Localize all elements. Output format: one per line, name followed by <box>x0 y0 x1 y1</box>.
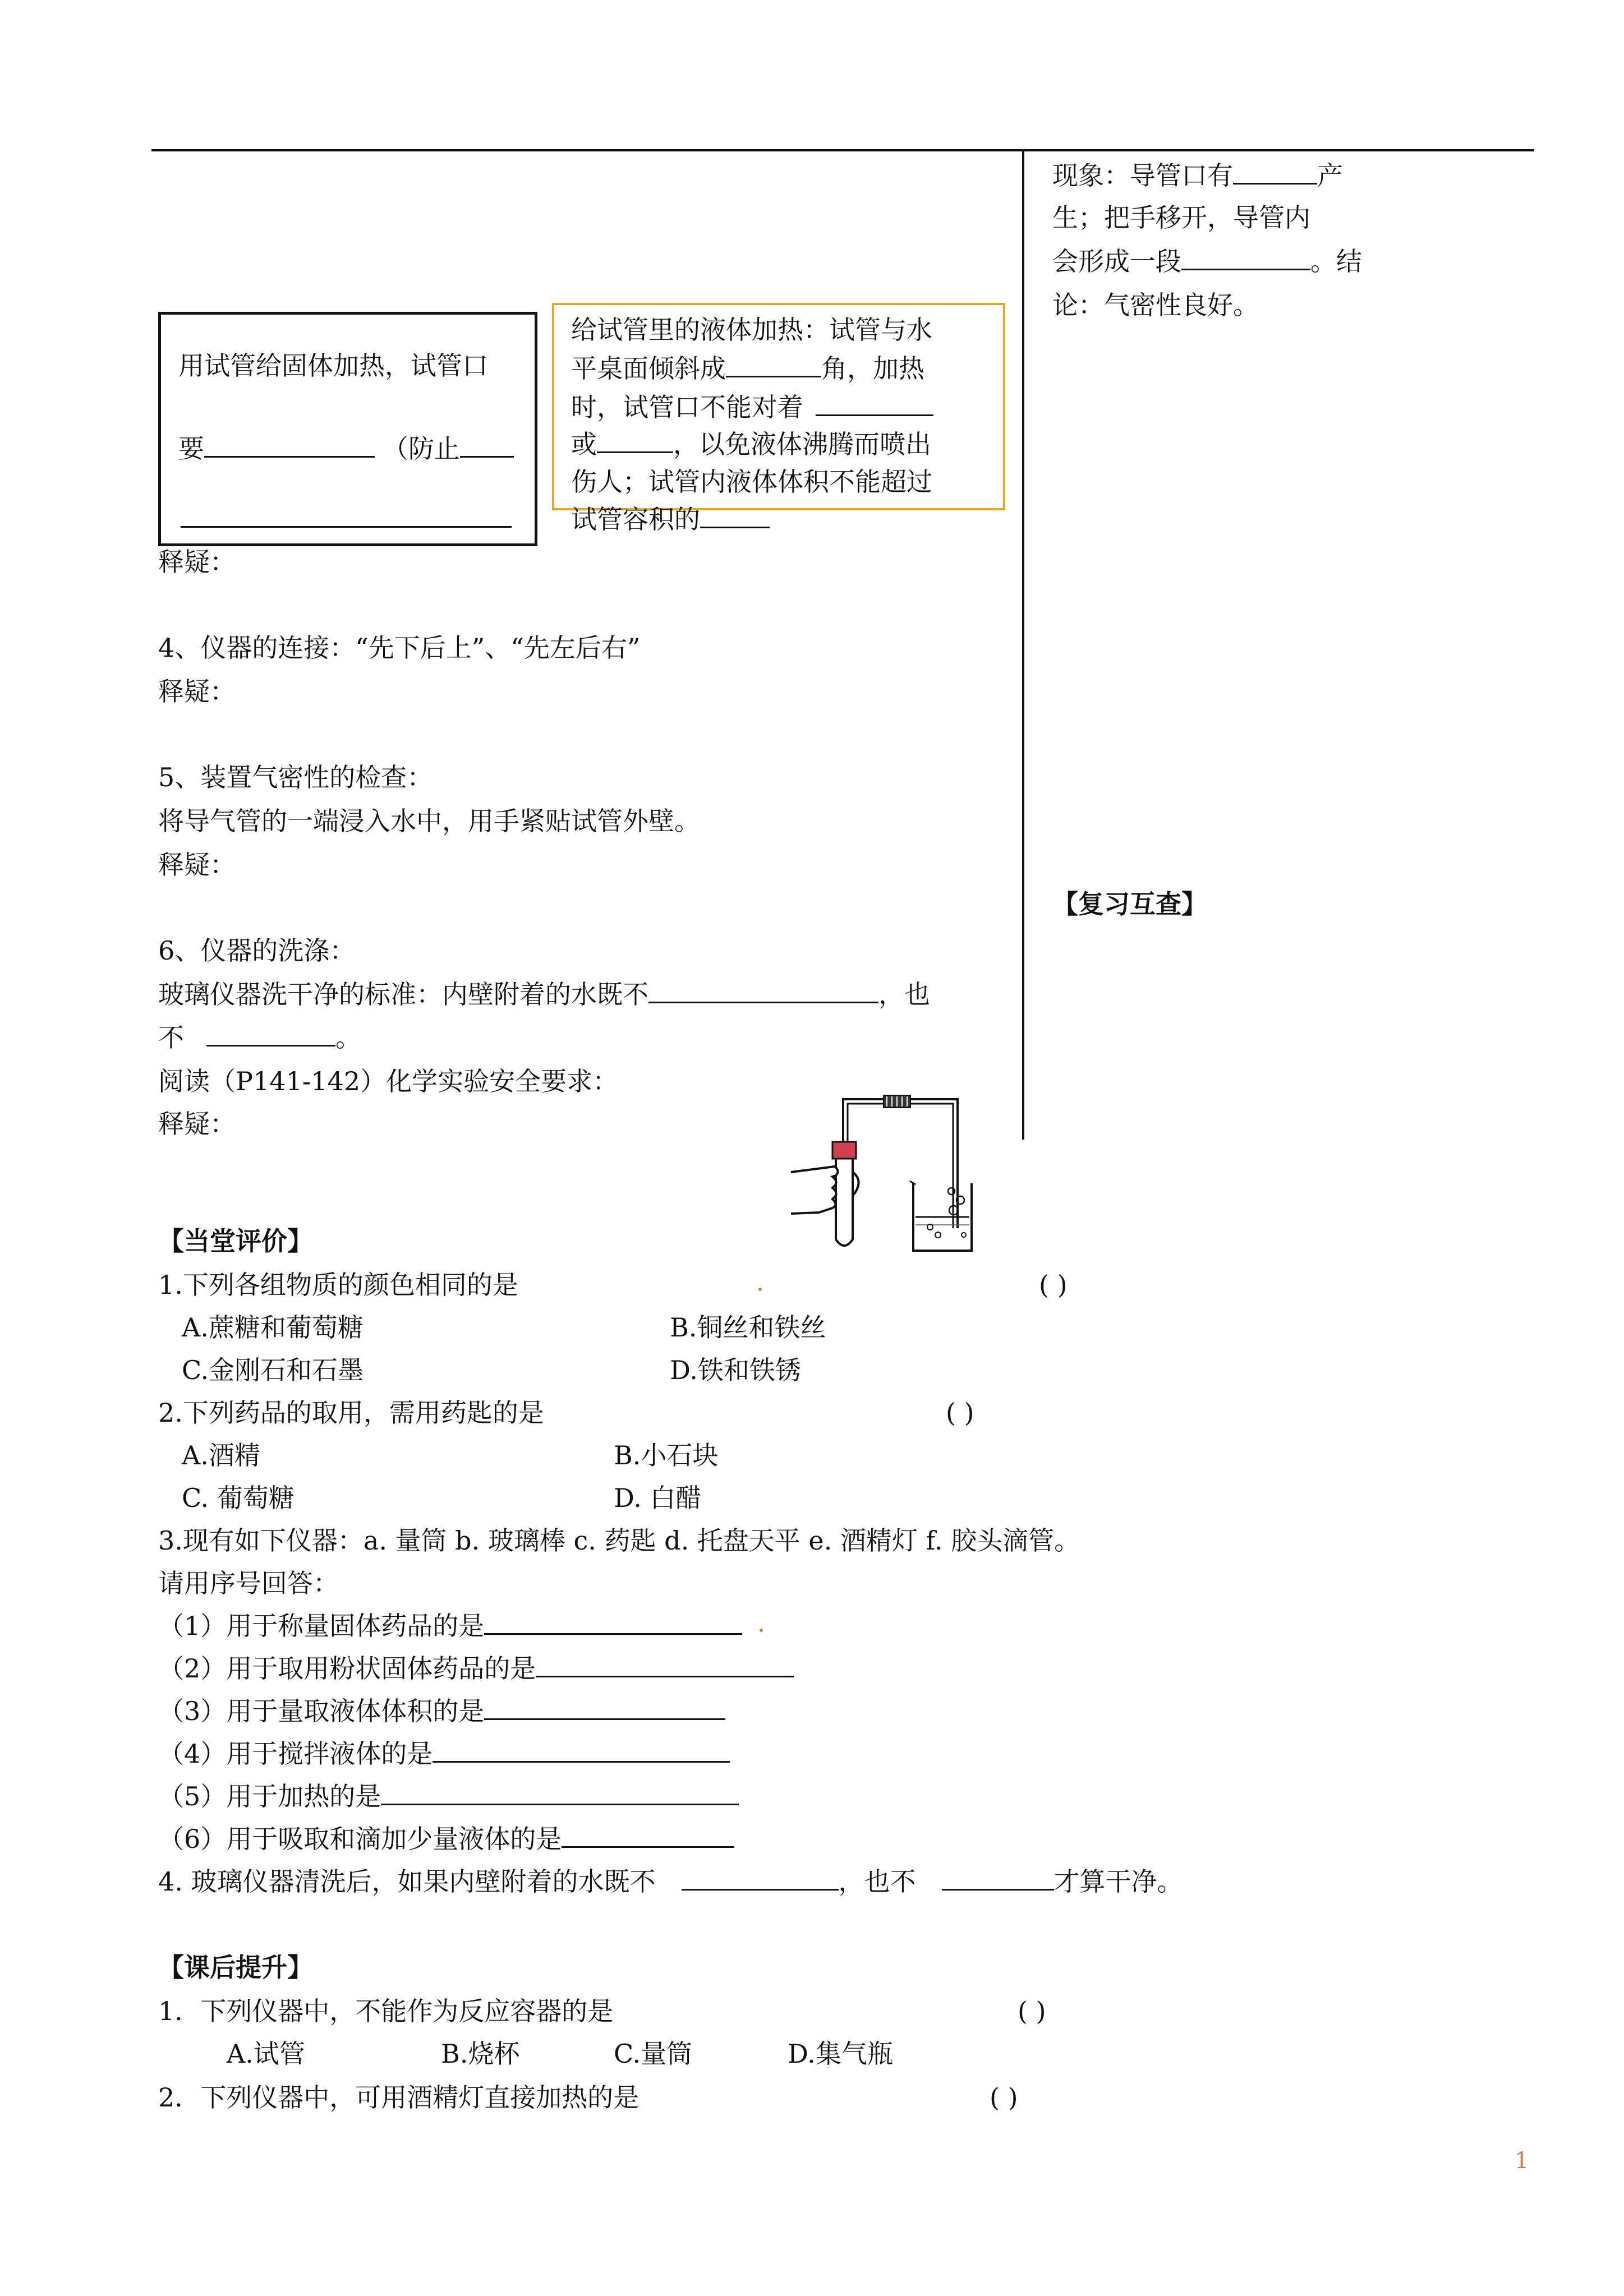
box1-line-1: 用试管给固体加热，试管口 <box>178 351 488 381</box>
after-class-heading: 【课后提升】 <box>158 1952 313 1983</box>
eval-q1-option-a: A.蔗糖和葡萄糖 <box>182 1312 364 1343</box>
eval-q2-option-b: B.小石块 <box>614 1440 719 1470</box>
box1-answer-line <box>181 526 512 528</box>
eval-q3-item-3: （3）用于量取液体体积的是 <box>158 1694 725 1728</box>
after-q1: 1．下列仪器中，不能作为反应容器的是 <box>158 1996 614 2026</box>
solid-heating-box <box>158 312 537 546</box>
right-line-1: 现象：导管口有 产 <box>1052 160 1343 191</box>
column-divider <box>1022 151 1024 1140</box>
eval-q3-item-6: （6）用于吸取和滴加少量液体的是 <box>158 1822 734 1856</box>
item-6-continued: 不 。 <box>158 1022 361 1053</box>
item-5: 5、装置气密性的检查： <box>158 762 433 792</box>
box1-line-2: 要 （防止 <box>178 432 514 465</box>
box2-line-2: 平桌面倾斜成 角，加热 <box>571 353 924 384</box>
airtightness-apparatus-figure <box>785 1088 987 1256</box>
after-q1-option-d: D.集气瓶 <box>788 2039 893 2069</box>
shiyi-label: 释疑： <box>158 676 236 707</box>
eval-q1-answer: ( ) <box>1039 1270 1068 1300</box>
after-q1-option-b: B.烧杯 <box>441 2039 520 2069</box>
stray-mark <box>760 1629 763 1632</box>
right-line-4: 论：气密性良好。 <box>1052 290 1259 320</box>
eval-q3: 3.现有如下仪器：a. 量筒 b. 玻璃棒 c. 药匙 d. 托盘天平 e. 酒精灯 f. 胶头滴管。 <box>158 1525 1080 1556</box>
shiyi-label: 释疑： <box>158 850 236 880</box>
eval-q3-item-1: （1）用于称量固体药品的是 <box>158 1609 742 1643</box>
eval-q4: 4. 玻璃仪器清洗后，如果内壁附着的水既不 ，也不 才算干净。 <box>158 1866 1183 1897</box>
eval-q3-item-4: （4）用于搅拌液体的是 <box>158 1737 730 1771</box>
eval-q2-answer: ( ) <box>946 1398 974 1428</box>
top-rule <box>151 149 1534 151</box>
eval-q2-option-d: D. 白醋 <box>614 1483 702 1513</box>
right-line-3: 会形成一段 。结 <box>1052 246 1362 276</box>
box2-line-4: 或 ，以免液体沸腾而喷出 <box>571 429 931 459</box>
after-q1-option-a: A.试管 <box>227 2039 305 2069</box>
box2-line-5: 伤人；试管内液体体积不能超过 <box>571 467 932 497</box>
item-6-description: 玻璃仪器洗干净的标准：内壁附着的水既不 ，也 <box>158 979 930 1009</box>
eval-q1-option-b: B.铜丝和铁丝 <box>670 1312 826 1343</box>
item-4: 4、仪器的连接：“先下后上”、“先左后右” <box>158 633 641 663</box>
page-number: 1 <box>1515 2148 1529 2174</box>
shiyi-label: 释疑： <box>158 547 236 577</box>
after-q1-option-c: C.量筒 <box>614 2039 693 2069</box>
eval-q2-option-c: C. 葡萄糖 <box>182 1483 295 1513</box>
after-q1-answer: ( ) <box>1018 1996 1046 2026</box>
eval-q2-option-a: A.酒精 <box>182 1440 260 1470</box>
after-q2-answer: ( ) <box>990 2082 1018 2113</box>
item-5-description: 将导气管的一端浸入水中，用手紧贴试管外壁。 <box>158 806 700 836</box>
right-line-2: 生；把手移开，导管内 <box>1052 202 1310 233</box>
reading-note: 阅读（P141-142）化学实验安全要求： <box>158 1066 619 1096</box>
eval-q3-item-2: （2）用于取用粉状固体药品的是 <box>158 1652 794 1685</box>
shiyi-label: 释疑： <box>158 1109 236 1139</box>
eval-q3-item-5: （5）用于加热的是 <box>158 1779 739 1813</box>
eval-q2: 2.下列药品的取用，需用药匙的是 <box>158 1398 544 1428</box>
box2-line-1: 给试管里的液体加热：试管与水 <box>571 315 932 345</box>
box2-line-3: 时，试管口不能对着 <box>571 390 933 424</box>
eval-q1: 1.下列各组物质的颜色相同的是 <box>158 1270 518 1300</box>
eval-q3-hint: 请用序号回答： <box>158 1568 339 1598</box>
item-6: 6、仪器的洗涤： <box>158 935 356 966</box>
eval-q1-option-c: C.金刚石和石墨 <box>182 1355 364 1385</box>
evaluation-heading: 【当堂评价】 <box>158 1226 313 1256</box>
box2-line-6: 试管容积的 <box>571 502 770 536</box>
after-q2: 2．下列仪器中，可用酒精灯直接加热的是 <box>158 2082 640 2113</box>
eval-q1-option-d: D.铁和铁锈 <box>670 1355 801 1385</box>
review-heading: 【复习互查】 <box>1052 889 1207 919</box>
stray-mark <box>758 1288 762 1291</box>
